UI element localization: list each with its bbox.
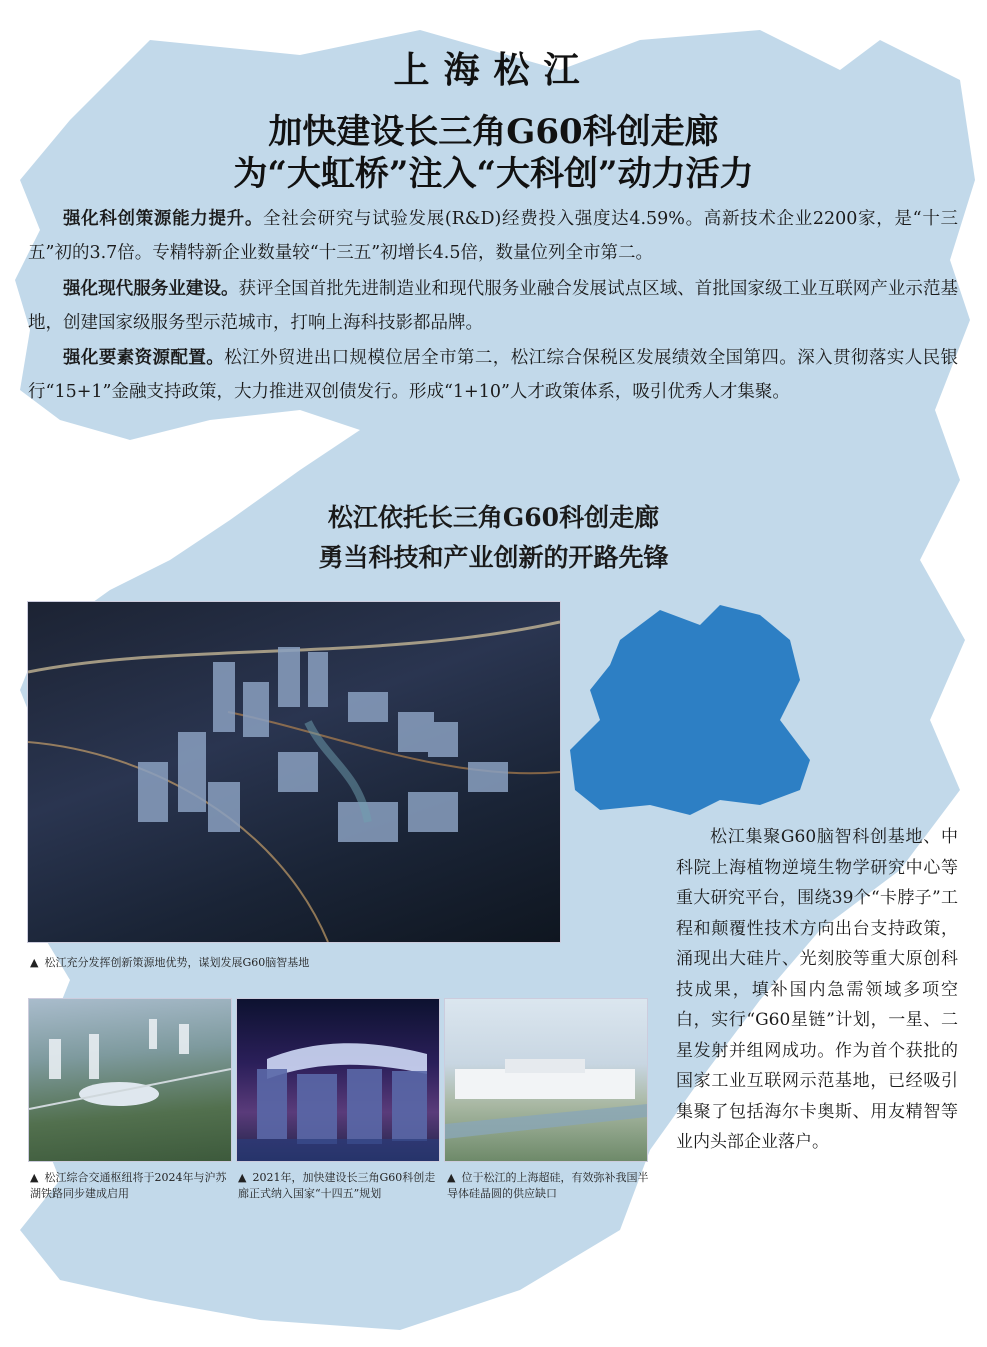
paragraph-body: 全社会研究与试验发展(R&D)经费投入强度达4.59%。高新技术企业2200家，是“十三五”初的3.7倍。专精特新企业数量较“十三五”初增长4.5倍，数量位列全市第二。 [28, 209, 959, 263]
caption-text: 2021年，加快建设长三角G60科创走廊正式纳入国家“十四五”规划 [238, 1171, 436, 1200]
photo-3-caption [447, 1170, 652, 1202]
triangle-marker-icon: ▲ [447, 1171, 456, 1184]
silicon-wafer-factory-photo [444, 998, 648, 1162]
photo-1-caption [30, 1170, 235, 1202]
paragraph-services [28, 272, 958, 340]
triangle-marker-icon: ▲ [238, 1171, 247, 1184]
section-subtitle-line-2: 勇当科技和产业创新的开路先锋 [318, 543, 669, 572]
caption-text: 松江充分发挥创新策源地优势，谋划发展G60脑智基地 [44, 956, 310, 969]
side-article-text: 松江集聚G60脑智科创基地、中科院上海植物逆境生物学研究中心等重大研究平台，围绕39个“卡脖子”工程和颠覆性技术方向出台支持政策，涌现出大硅片、光刻胶等重大原创科技成果，填补国内急需领域多项空白，实行“G60星链”计划，一星、二星发射并组网成功。作为首个获批的国家工业互联网示范基地，已经吸引集聚了包括海尔卡奥斯、用友精智等业内头部企业落户。 [676, 827, 958, 1152]
g60-corridor-night-photo [236, 998, 440, 1162]
paragraph-resources [28, 341, 958, 409]
transport-hub-photo [28, 998, 232, 1162]
triangle-marker-icon: ▲ [30, 1171, 39, 1184]
page-title-location: 上海松江 [393, 49, 594, 91]
photo-illustration [445, 999, 647, 1161]
page-title-line-3: 为“大虹桥”注入“大科创”动力活力 [233, 154, 754, 194]
section-subtitle-line-1: 松江依托长三角G60科创走廊 [327, 503, 660, 532]
page-title-line-2: 加快建设长三角G60科创走廊 [268, 112, 719, 152]
main-photo-caption [30, 955, 550, 971]
paragraph-body: 获评全国首批先进制造业和现代服务业融合发展试点区域、首批国家级工业互联网产业示范基地，创建国家级服务型示范城市，打响上海科技影都品牌。 [28, 279, 958, 333]
paragraph-lead: 强化现代服务业建设。 [63, 279, 239, 299]
paragraph-lead: 强化要素资源配置。 [63, 348, 225, 368]
paragraph-body: 松江外贸进出口规模位居全市第二，松江综合保税区发展绩效全国第四。深入贯彻落实人民银行“15+1”金融支持政策，大力推进双创债发行。形成“1+10”人才政策体系，吸引优秀人才集聚。 [28, 348, 959, 402]
photo-illustration [237, 999, 439, 1161]
caption-text: 位于松江的上海超硅，有效弥补我国半导体硅晶圆的供应缺口 [447, 1171, 649, 1200]
caption-text: 松江综合交通枢纽将于2024年与沪苏湖铁路同步建成启用 [30, 1171, 227, 1200]
paragraph-innovation [28, 202, 958, 270]
g60-brain-base-aerial-photo [27, 601, 561, 943]
photo-2-caption [238, 1170, 443, 1202]
photo-illustration [28, 602, 560, 942]
paragraph-lead: 强化科创策源能力提升。 [63, 209, 264, 229]
photo-illustration [29, 999, 231, 1161]
triangle-marker-icon: ▲ [30, 956, 39, 969]
